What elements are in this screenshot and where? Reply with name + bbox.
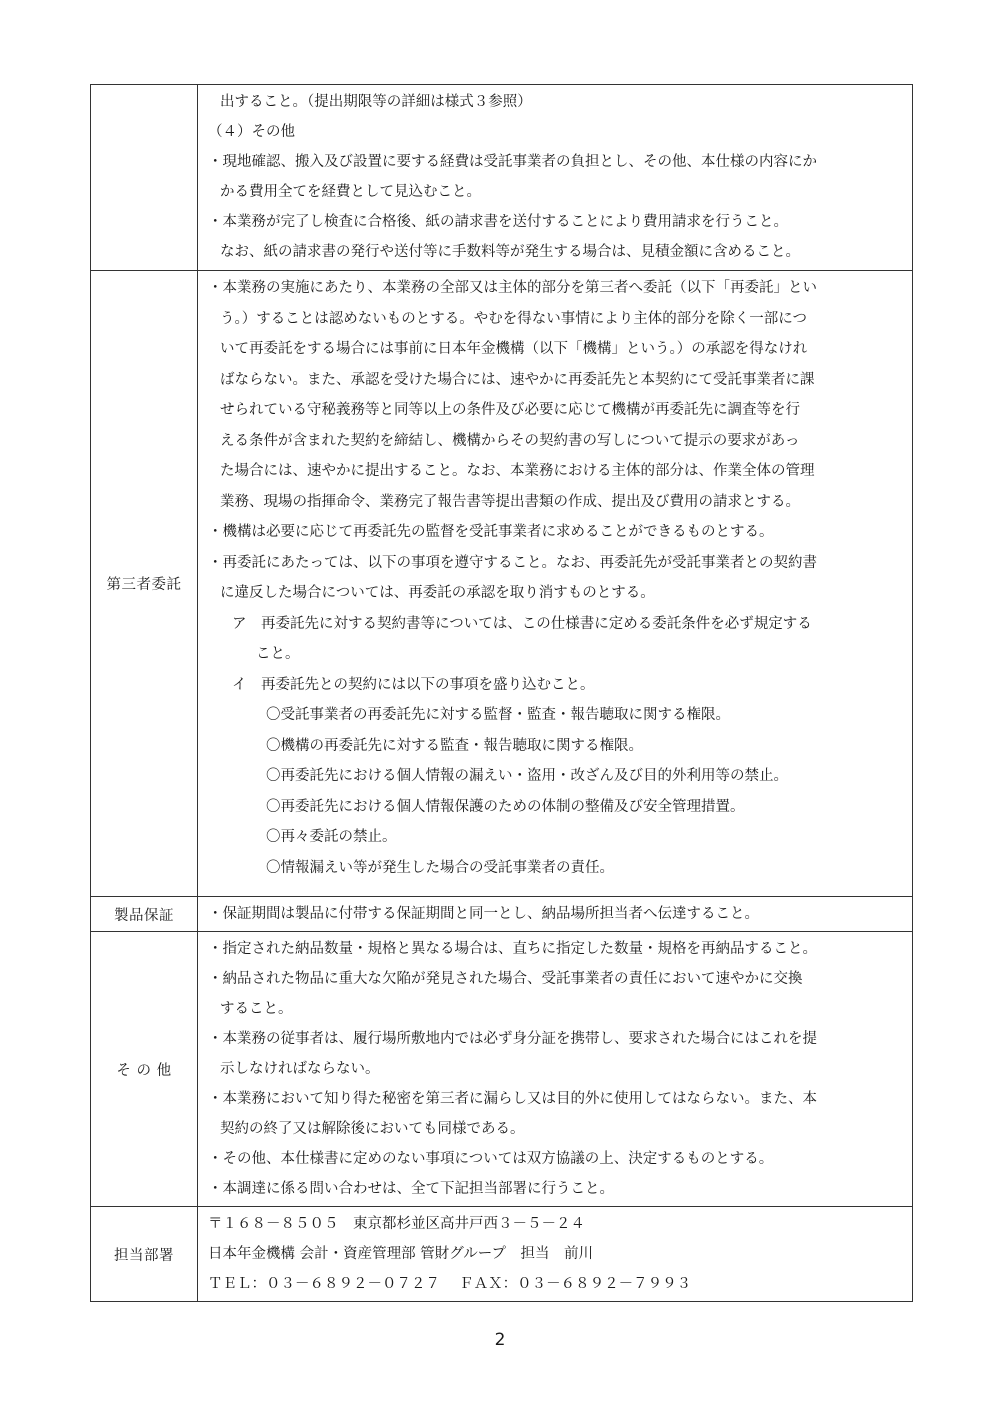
spec-table (90, 84, 913, 1302)
row-label: 担当部署 (91, 1207, 198, 1302)
text-line: いて再委託をする場合には事前に日本年金機構（以下「機構」という。）の承認を得なけれ (220, 341, 808, 357)
row-label: 製品保証 (91, 897, 198, 932)
text-line: ・現地確認、搬入及び設置に要する経費は受託事業者の負担とし、その他、本仕様の内容にか (208, 154, 817, 170)
table-row (91, 271, 913, 897)
text-line: （４）その他 (208, 124, 295, 140)
text-line: ア 再委託先に対する契約書等については、この仕様書に定める委託条件を必ず規定する (232, 615, 812, 632)
text-line: ・本調達に係る問い合わせは、全て下記担当部署に行うこと。 (208, 1181, 614, 1197)
table-row (91, 897, 913, 932)
text-line: える条件が含まれた契約を締結し、機構からその契約書の写しについて提示の要求があっ (220, 432, 800, 449)
table-row (91, 1207, 913, 1302)
text-line: 〇情報漏えい等が発生した場合の受託事業者の責任。 (266, 859, 614, 876)
text-line: 〇再々委託の禁止。 (266, 829, 397, 845)
row-content (198, 897, 913, 932)
text-line: ・機構は必要に応じて再委託先の監督を受託事業者に求めることができるものとする。 (208, 524, 774, 540)
text-line: せられている守秘義務等と同等以上の条件及び必要に応じて機構が再委託先に調査等を行 (220, 402, 800, 418)
row-label: 第三者委託 (91, 271, 198, 897)
text-line: なお、紙の請求書の発行や送付等に手数料等が発生する場合は、見積金額に含めること。 (220, 244, 800, 260)
text-line: 〇再委託先における個人情報の漏えい・盗用・改ざん及び目的外利用等の禁止。 (266, 768, 788, 784)
row-content (198, 271, 913, 897)
text-line: こと。 (256, 646, 300, 662)
row-label: そ の 他 (91, 932, 198, 1207)
text-line: 〇再委託先における個人情報保護のための体制の整備及び安全管理措置。 (266, 798, 745, 815)
table-row (91, 85, 913, 271)
text-line: すること。 (220, 1001, 293, 1017)
text-line: ・その他、本仕様書に定めのない事項については双方協議の上、決定するものとする。 (208, 1151, 774, 1167)
contact-department: 日本年金機構 会計・資産管理部 管財グループ 担当 前川 (208, 1246, 594, 1262)
text-line: た場合には、速やかに提出すること。なお、本業務における主体的部分は、作業全体の管理 (220, 463, 815, 479)
text-line: 示しなければならない。 (220, 1061, 380, 1077)
text-line: 契約の終了又は解除後においても同様である。 (220, 1121, 525, 1137)
text-line: ・本業務が完了し検査に合格後、紙の請求書を送付することにより費用請求を行うこと。 (208, 214, 788, 230)
text-line: ばならない。また、承認を受けた場合には、速やかに再委託先と本契約にて受託事業者に課 (220, 371, 815, 388)
row-label (91, 85, 198, 271)
text-line: 出すること。（提出期限等の詳細は様式３参照） (220, 94, 532, 110)
text-line: 業務、現場の指揮命令、業務完了報告書等提出書類の作成、提出及び費用の請求とする。 (220, 493, 800, 510)
text-line: ・本業務において知り得た秘密を第三者に漏らし又は目的外に使用してはならない。また、本 (208, 1091, 817, 1107)
row-content (198, 1207, 913, 1302)
row-content (198, 932, 913, 1207)
contact-phone-fax: ＴＥＬ：０３－６８９２－０７２７ ＦＡＸ：０３－６８９２－７９９３ (208, 1276, 692, 1292)
text-line: う。）することは認めないものとする。やむを得ない事情により主体的部分を除く一部につ (220, 310, 807, 327)
table-row (91, 932, 913, 1207)
text-line: 〇機構の再委託先に対する監査・報告聴取に関する権限。 (266, 737, 643, 754)
page-number: 2 (494, 1330, 506, 1350)
text-line: ・納品された物品に重大な欠陥が発見された場合、受託事業者の責任において速やかに交換 (208, 971, 803, 987)
text-line: 〇受託事業者の再委託先に対する監督・監査・報告聴取に関する権限。 (266, 707, 730, 723)
text-line: ・本業務の従事者は、履行場所敷地内では必ず身分証を携帯し、要求された場合にはこれを提 (208, 1031, 817, 1047)
text-line: ・本業務の実施にあたり、本業務の全部又は主体的部分を第三者へ委託（以下「再委託」とい (208, 280, 817, 296)
text-line: ・指定された納品数量・規格と異なる場合は、直ちに指定した数量・規格を再納品すること。 (208, 941, 817, 957)
text-line: ・保証期間は製品に付帯する保証期間と同一とし、納品場所担当者へ伝達すること。 (208, 906, 759, 922)
text-line: ・再委託にあたっては、以下の事項を遵守すること。なお、再委託先が受託事業者との契約書 (208, 554, 817, 571)
contact-address: 〒１６８－８５０５ 東京都杉並区高井戸西３－５－２４ (208, 1216, 585, 1232)
row-content (198, 85, 913, 271)
text-line: に違反した場合については、再委託の承認を取り消すものとする。 (220, 585, 655, 601)
text-line: イ 再委託先との契約には以下の事項を盛り込むこと。 (232, 676, 595, 693)
text-line: かる費用全てを経費として見込むこと。 (220, 184, 481, 200)
